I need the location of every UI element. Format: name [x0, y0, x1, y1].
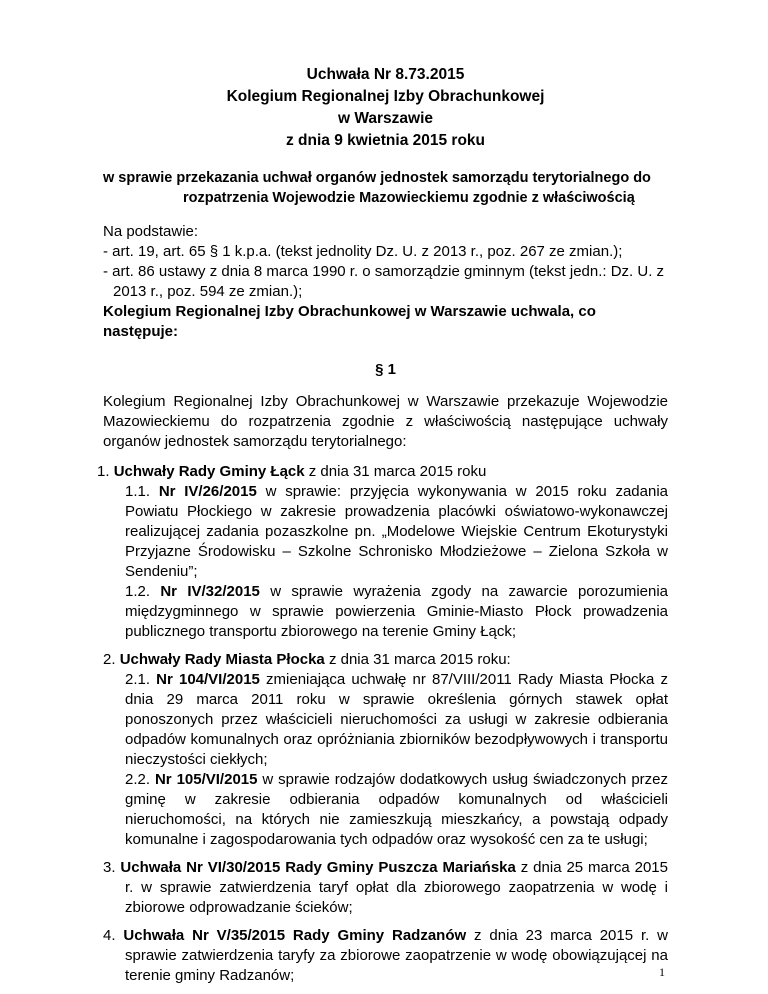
list-item	[103, 926, 668, 986]
document-page	[97, 64, 669, 994]
sub-item	[103, 770, 668, 850]
sub-item-text: w sprawie wyrażenia zgody na zawarcie porozumienia międzygminnego w sprawie powierzenia Gminie-Miasto Płock prowadzenia publicznego transportu zbiorowego na terenie Gminy Łąck;	[125, 583, 669, 640]
title-line-date: z dnia 9 kwietnia 2015 roku	[286, 132, 485, 149]
item-head-bold: Uchwały Rady Miasta Płocka	[119, 651, 325, 668]
sub-item-number: 1.1.	[125, 483, 151, 500]
sub-item-text: w sprawie: przyjęcia wykonywania w 2015 roku zadania Powiatu Płockiego w zakresie prowadzenia placówki oświatowo-wykonawczej realizującej zadania pozaszkolne pn. „Modelowe Wiejskie Centrum Ekoturystyki Przyjazne Środowisku – Szkolne Schronisko Młodzieżowe – Zielona Szkoła w Sendeniu”;	[125, 483, 669, 580]
sub-item-ref: Nr 104/VI/2015	[156, 671, 260, 688]
sub-item-ref: Nr IV/26/2015	[158, 483, 257, 500]
list-item	[103, 650, 668, 850]
item-head-bold: Uchwała Nr V/35/2015 Rady Gminy Radzanów	[123, 927, 467, 944]
item-head-rest: z dnia 25 marca 2015 r. w sprawie zatwierdzenia taryf opłat dla zbiorowego zaopatrzenia w wodę i zbiorowe odprowadzanie ścieków;	[125, 859, 668, 916]
sub-item	[103, 482, 668, 582]
subject-line-1: w sprawie przekazania uchwał organów jednostek samorządu terytorialnego do	[103, 170, 651, 186]
item-head-bold: Uchwały Rady Gminy Łąck	[113, 463, 305, 480]
item-head-bold: Uchwała Nr VI/30/2015 Rady Gminy Puszcza Mariańska	[120, 859, 516, 876]
sub-item-number: 2.2.	[125, 771, 151, 788]
sub-item-number: 1.2.	[125, 583, 151, 600]
title-line-number: Uchwała Nr 8.73.2015	[306, 66, 465, 83]
basis-resolves: Kolegium Regionalnej Izby Obrachunkowej w Warszawie uchwala, co następuje:	[103, 303, 596, 340]
item-number: 1.	[97, 463, 110, 480]
subject-line-2: rozpatrzenia Wojewodzie Mazowieckiemu zgodnie z właściwością	[183, 190, 635, 206]
basis-intro: Na podstawie:	[103, 223, 199, 240]
list-item	[97, 462, 669, 642]
page-number: 1	[659, 965, 665, 979]
item-number: 4.	[103, 927, 116, 944]
item-number: 2.	[103, 651, 116, 668]
basis-item-2: - art. 86 ustawy z dnia 8 marca 1990 r. o samorządzie gminnym (tekst jedn.: Dz. U. z 2013 r., poz. 594 ze zmian.);	[103, 263, 665, 300]
sub-item	[103, 670, 668, 770]
sub-item-ref: Nr IV/32/2015	[160, 583, 260, 600]
sub-item-number: 2.1.	[125, 671, 151, 688]
item-head-rest: z dnia 23 marca 2015 r. w sprawie zatwierdzenia taryfy za zbiorowe zaopatrzenie w wodę obowiązującej na terenie gminy Radzanów;	[125, 927, 668, 984]
item-head-rest: z dnia 31 marca 2015 roku:	[324, 651, 511, 668]
title-line-body: Kolegium Regionalnej Izby Obrachunkowej	[226, 88, 545, 105]
title-line-city: w Warszawie	[337, 110, 434, 127]
sub-item-text: zmieniająca uchwałę nr 87/VIII/2011 Rady Miasta Płocka z dnia 29 marca 2011 roku w sprawie określenia górnych stawek opłat ponoszonych przez właścicieli nieruchomości za usługi w zakresie odbierania odpadów komunalnych oraz opróżniania zbiorników bezodpływowych i transportu nieczystości ciekłych;	[125, 671, 669, 768]
item-number: 3.	[103, 859, 116, 876]
item-head-rest: z dnia 31 marca 2015 roku	[304, 463, 487, 480]
sub-item-text: w sprawie rodzajów dodatkowych usług świadczonych przez gminę w zakresie odbierania odpadów komunalnych od właścicieli nieruchomości, na których nie zamieszkują mieszkańcy, a powstają odpady komunalne i zagospodarowania tych odpadów oraz wysokość cen za te usługi;	[125, 771, 668, 848]
resolution-subject	[103, 168, 668, 208]
sub-item	[103, 582, 668, 642]
paragraph-mark: § 1	[375, 361, 396, 378]
legal-basis	[103, 222, 668, 342]
basis-item-1: - art. 19, art. 65 § 1 k.p.a. (tekst jednolity Dz. U. z 2013 r., poz. 267 ze zmian.);	[103, 243, 623, 260]
paragraph-intro: Kolegium Regionalnej Izby Obrachunkowej w Warszawie przekazuje Wojewodzie Mazowieckiemu do rozpatrzenia zgodnie z właściwością następujące uchwały organów jednostek samorządu terytorialnego:	[103, 393, 668, 450]
list-item	[103, 858, 668, 918]
resolution-title	[103, 64, 668, 152]
resolution-list	[97, 462, 669, 986]
sub-item-ref: Nr 105/VI/2015	[154, 771, 258, 788]
